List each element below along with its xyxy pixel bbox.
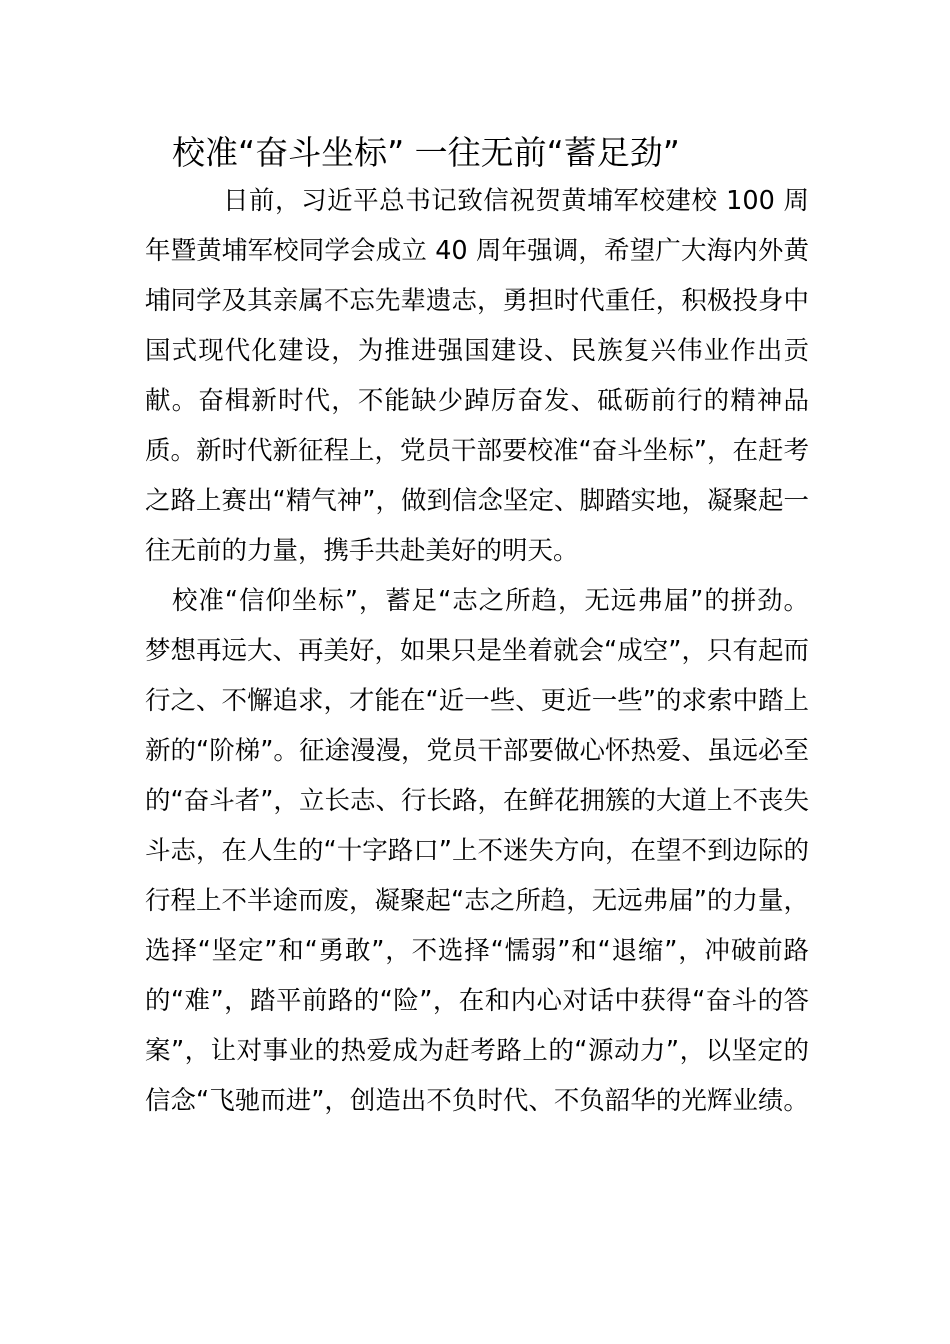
paragraph-1: 日前，习近平总书记致信祝贺黄埔军校建校 100 周年暨黄埔军校同学会成立 40 周年强调，希望广大海内外黄埔同学及其亲属不忘先辈遗志，勇担时代重任，积极投身中国式现代化建设，为推进强国建设、民族复兴伟业作出贡献。奋楫新时代，不能缺少踔厉奋发、砥砺前行的精神品质。新时代新征程上，党员干部要校准“奋斗坐标”，在赶考之路上赛出“精气神”，做到信念坚定、脚踏实地，凝聚起一往无前的力量，携手共赴美好的明天。 <box>145 186 809 566</box>
document-body <box>145 176 809 1126</box>
paragraph-2: 校准“信仰坐标”，蓄足“志之所趋，无远弗届”的拼劲。梦想再远大、再美好，如果只是坐着就会“成空”，只有起而行之、不懈追求，才能在“近一些、更近一些”的求索中踏上新的“阶梯”。征途漫漫，党员干部要做心怀热爱、虽远必至的“奋斗者”，立长志、行长路，在鲜花拥簇的大道上不丧失斗志，在人生的“十字路口”上不迷失方向，在望不到边际的行程上不半途而废，凝聚起“志之所趋，无远弗届”的力量，选择“坚定”和“勇敢”，不选择“懦弱”和“退缩”，冲破前路的“难”，踏平前路的“险”，在和内心对话中获得“奋斗的答案”，让对事业的热爱成为赶考路上的“源动力”，以坚定的信念“飞驰而进”，创造出不负时代、不负韶华的光辉业绩。 <box>145 586 809 1116</box>
document-title: 校准“奋斗坐标” 一往无前“蓄足劲” <box>172 133 680 172</box>
